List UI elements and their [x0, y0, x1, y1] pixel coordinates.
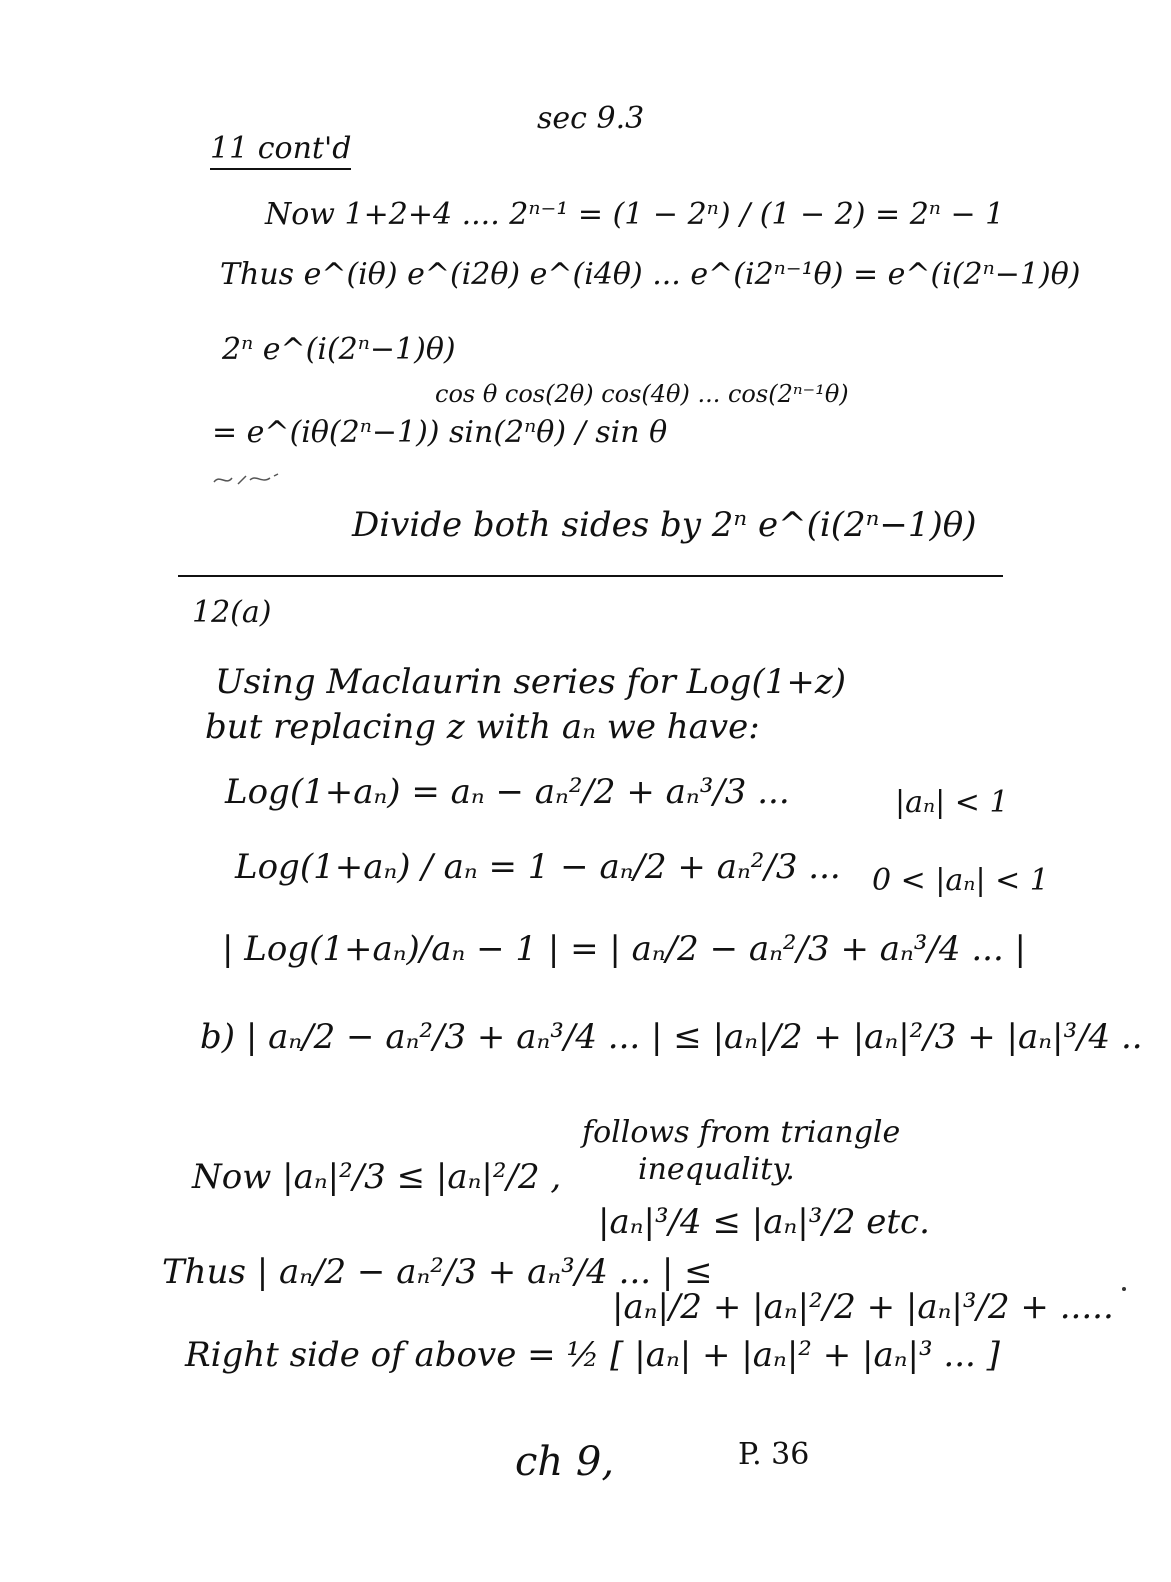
comparison-line: Now |aₙ|²/3 ≤ |aₙ|²/2 , — [192, 1157, 562, 1197]
thus-bound-line-cont: |aₙ|/2 + |aₙ|²/2 + |aₙ|³/2 + ..... — [612, 1287, 1114, 1327]
comparison-line-cont: |aₙ|³/4 ≤ |aₙ|³/2 etc. — [598, 1202, 930, 1242]
problem-12a-label: 12(a) — [192, 595, 272, 630]
maclaurin-intro-line: Using Maclaurin series for Log(1+z) — [215, 662, 847, 702]
thus-bound-line: Thus | aₙ/2 − aₙ²/3 + aₙ³/4 ... | ≤ — [162, 1252, 713, 1292]
triangle-note-2: inequality. — [638, 1152, 795, 1187]
problem-11-label: 11 cont'd — [210, 134, 351, 170]
stray-mark — [1122, 1287, 1126, 1291]
product-line: Thus e^(iθ) e^(i2θ) e^(i4θ) ... e^(i2ⁿ⁻¹θ) = e^(i(2ⁿ−1)θ) — [220, 257, 1081, 292]
right-side-line: Right side of above = ½ [ |aₙ| + |aₙ|² + |aₙ|³ ... ] — [185, 1335, 1000, 1375]
coefficient-line: 2ⁿ e^(i(2ⁿ−1)θ) — [222, 332, 456, 367]
triangle-bound-line: b) | aₙ/2 − aₙ²/3 + aₙ³/4 ... | ≤ |aₙ|/2 + |aₙ|²/3 + |aₙ|³/4 .. — [200, 1017, 1143, 1057]
crossed-out-scribble — [212, 470, 282, 490]
section-header: sec 9.3 — [537, 101, 645, 136]
sum-line: Now 1+2+4 .... 2ⁿ⁻¹ = (1 − 2ⁿ) / (1 − 2) = 2ⁿ − 1 — [265, 197, 1005, 232]
sine-ratio-line: = e^(iθ(2ⁿ−1)) sin(2ⁿθ) / sin θ — [212, 415, 668, 450]
log-series-line: Log(1+aₙ) = aₙ − aₙ²/2 + aₙ³/3 ... — [225, 772, 790, 812]
chapter-label: ch 9, — [515, 1439, 615, 1485]
log-ratio-condition: 0 < |aₙ| < 1 — [872, 863, 1049, 898]
triangle-note-1: follows from triangle — [582, 1115, 901, 1150]
section-divider — [178, 575, 1003, 577]
page-number: P. 36 — [738, 1437, 810, 1472]
difference-line: | Log(1+aₙ)/aₙ − 1 | = | aₙ/2 − aₙ²/3 + aₙ³/4 ... | — [222, 929, 1027, 969]
divide-instruction: Divide both sides by 2ⁿ e^(i(2ⁿ−1)θ) — [352, 505, 977, 545]
substitution-line: but replacing z with aₙ we have: — [205, 707, 760, 747]
log-ratio-line: Log(1+aₙ) / aₙ = 1 − aₙ/2 + aₙ²/3 ... — [235, 847, 841, 887]
log-series-condition: |aₙ| < 1 — [895, 785, 1009, 820]
cosine-product-line: cos θ cos(2θ) cos(4θ) ... cos(2ⁿ⁻¹θ) — [435, 380, 849, 408]
